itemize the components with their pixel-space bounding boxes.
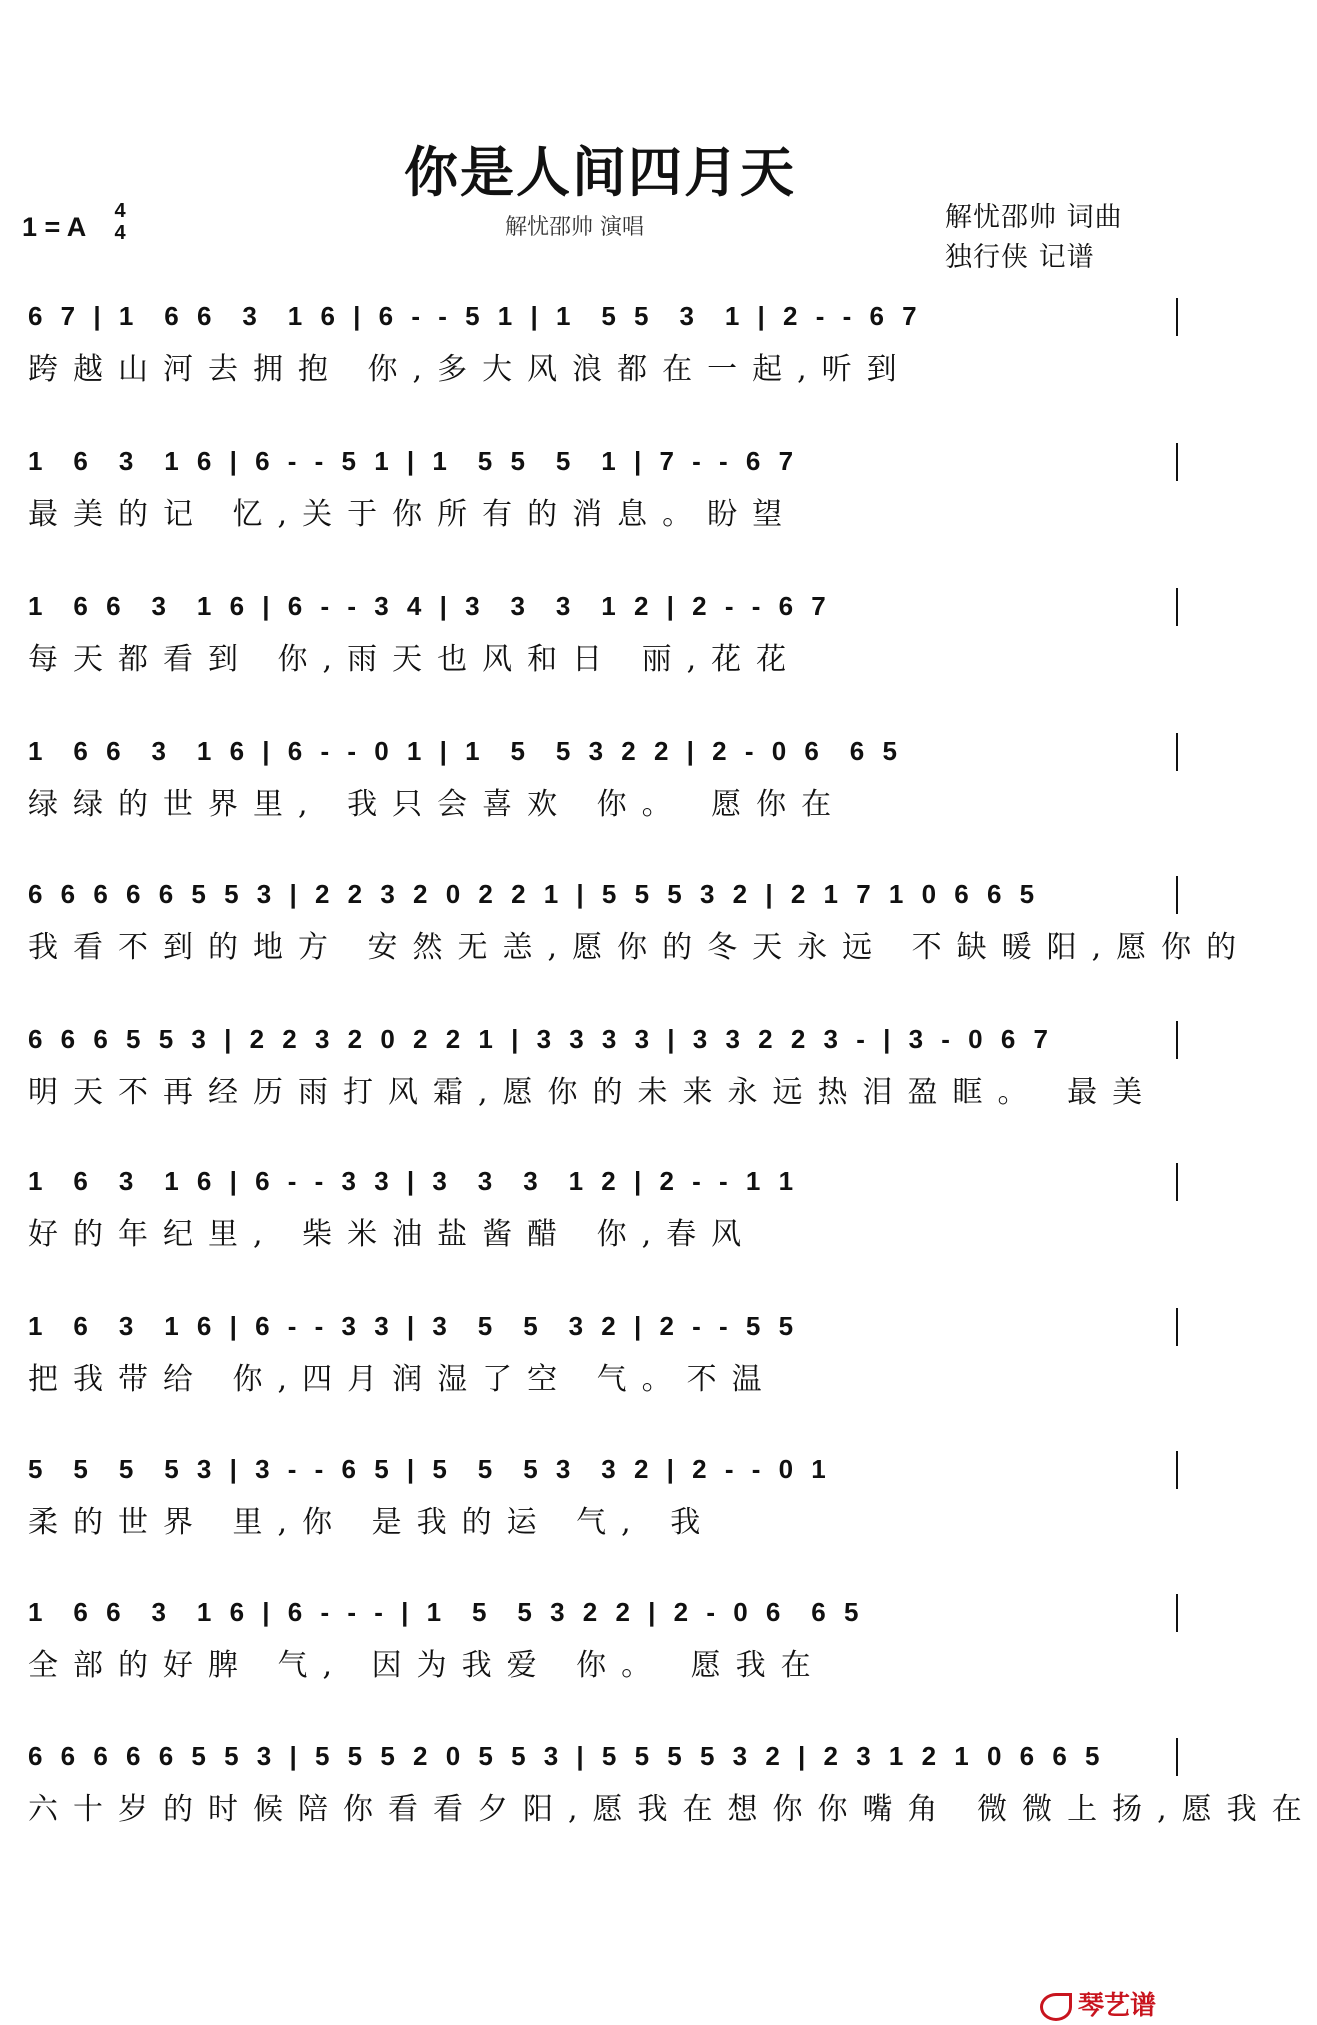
transcriber-credit: 独行侠 记谱 [945, 242, 1095, 273]
notation-line: 5 5 5 5 3 | 3 - - 6 5 | 5 5 5 3 3 2 | 2 - - 0 1 [28, 1454, 832, 1484]
notation-line: 1 6 6 3 1 6 | 6 - - - | 1 5 5 3 2 2 | 2 - 0 6 6 5 [28, 1597, 864, 1627]
score-system [28, 1730, 1317, 1840]
barline [1176, 1163, 1178, 1201]
score-system [28, 1155, 1178, 1265]
lyrics-line: 好的年纪里, 柴米油盐酱醋 你,春风 [28, 1217, 757, 1252]
time-signature-bottom: 4 [114, 222, 126, 244]
lyrics-line: 柔的世界 里,你 是我的运 气, 我 [28, 1505, 716, 1540]
lyrics-line: 每天都看到 你,雨天也风和日 丽,花花 [28, 642, 802, 677]
lyricist-composer-credit: 解忧邵帅 词曲 [945, 202, 1123, 233]
time-signature-top: 4 [114, 200, 126, 222]
barline [1176, 1308, 1178, 1346]
lyrics-line: 我看不到的地方 安然无恙,愿你的冬天永远 不缺暖阳,愿你的 [28, 930, 1252, 965]
barline [1176, 876, 1178, 914]
barline [1176, 588, 1178, 626]
lyrics-line: 明天不再经历雨打风霜,愿你的未来永远热泪盈眶。 最美 [28, 1075, 1158, 1110]
lyrics-line: 最美的记 忆,关于你所有的消息。盼望 [28, 497, 798, 532]
barline [1176, 1594, 1178, 1632]
score-system [28, 1300, 1178, 1410]
lyrics-line: 六十岁的时候陪你看看夕阳,愿我在想你你嘴角 微微上扬,愿我在 [28, 1792, 1317, 1827]
notation-line: 6 6 6 6 6 5 5 3 | 5 5 5 2 0 5 5 3 | 5 5 5 5 3 2 | 2 3 1 2 1 0 6 6 5 [28, 1741, 1105, 1771]
score-system [28, 435, 1178, 545]
lyrics-line: 绿绿的世界里, 我只会喜欢 你。 愿你在 [28, 787, 847, 822]
score-system [28, 725, 1178, 835]
watermark-text: 琴艺谱 [1078, 1991, 1157, 2021]
score-system [28, 290, 1178, 400]
notation-line: 1 6 3 1 6 | 6 - - 3 3 | 3 5 5 3 2 | 2 - - 5 5 [28, 1311, 799, 1341]
score-system [28, 868, 1252, 978]
watermark-logo [1040, 1985, 1156, 2022]
barline [1176, 443, 1178, 481]
barline [1176, 1738, 1178, 1776]
score-system [28, 1586, 1178, 1696]
notation-line: 1 6 6 3 1 6 | 6 - - 3 4 | 3 3 3 1 2 | 2 - - 6 7 [28, 591, 832, 621]
barline [1176, 1021, 1178, 1059]
key-signature: 1 = A [22, 212, 87, 242]
lyrics-line: 把我带给 你,四月润湿了空 气。不温 [28, 1362, 777, 1397]
score-system [28, 580, 1178, 690]
notation-line: 6 6 6 6 6 5 5 3 | 2 2 3 2 0 2 2 1 | 5 5 5 3 2 | 2 1 7 1 0 6 6 5 [28, 879, 1040, 909]
lyrics-line: 跨越山河去拥抱 你,多大风浪都在一起,听到 [28, 352, 912, 387]
notation-line: 1 6 3 1 6 | 6 - - 3 3 | 3 3 3 1 2 | 2 - - 1 1 [28, 1166, 799, 1196]
score-system [28, 1443, 1178, 1553]
lyrics-line: 全部的好脾 气, 因为我爱 你。 愿我在 [28, 1648, 826, 1683]
logo-icon [1040, 1993, 1072, 2021]
time-signature [108, 200, 132, 244]
notation-line: 1 6 3 1 6 | 6 - - 5 1 | 1 5 5 5 1 | 7 - - 6 7 [28, 446, 799, 476]
notation-line: 6 7 | 1 6 6 3 1 6 | 6 - - 5 1 | 1 5 5 3 1 | 2 - - 6 7 [28, 301, 923, 331]
score-system [28, 1013, 1178, 1123]
notation-line: 6 6 6 5 5 3 | 2 2 3 2 0 2 2 1 | 3 3 3 3 | 3 3 2 2 3 - | 3 - 0 6 7 [28, 1024, 1054, 1054]
singer-credit: 解忧邵帅 演唱 [505, 215, 644, 240]
song-title: 你是人间四月天 [404, 140, 796, 204]
barline [1176, 733, 1178, 771]
notation-line: 1 6 6 3 1 6 | 6 - - 0 1 | 1 5 5 3 2 2 | 2 - 0 6 6 5 [28, 736, 903, 766]
barline [1176, 1451, 1178, 1489]
barline [1176, 298, 1178, 336]
